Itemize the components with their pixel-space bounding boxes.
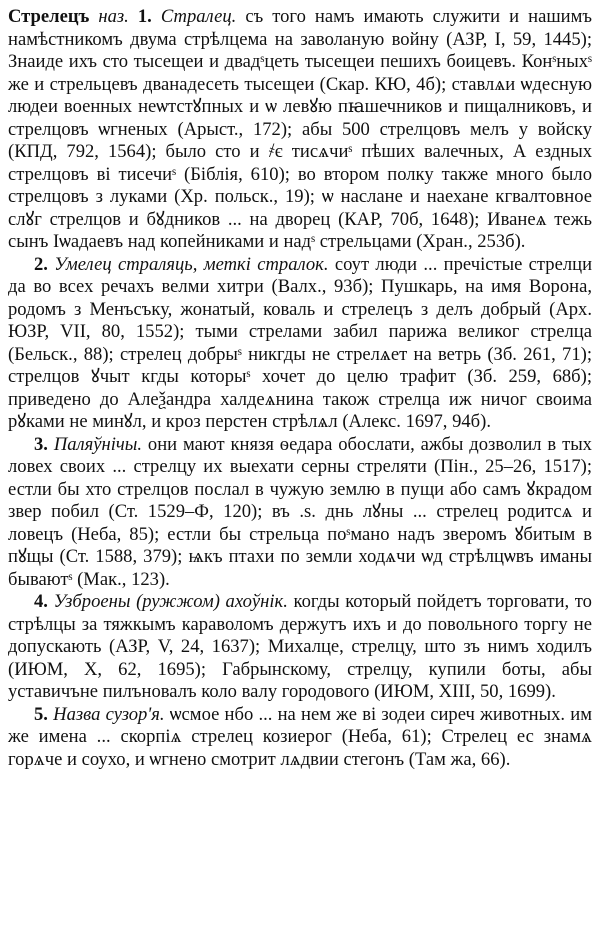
sense-gloss: Умелец страляць, меткі стралок. [54, 253, 329, 275]
sense-gloss: Паляўнічы. [53, 433, 143, 455]
sense-gloss: Назва сузор'я. [53, 703, 165, 725]
sense-1 [8, 6, 592, 254]
sense-text: когды который пойдетъ торговати, то стрѣлцы за тяжкымъ караволомъ держутъ ихъ и до повольного торгу не допускають (АЗР, V, 24, 1637); Михалце, стрелцу, што зъ нимъ ходилъ (ИЮМ, X, 62, 1695); Габрынскому, стрелцу, купили боты, абы уставичъне пилъновалъ коло валу городового (ИЮМ, XIII, 50, 1699). [8, 591, 592, 702]
sense-number: 3. [34, 433, 48, 455]
sense-text: съ того намъ имають служити и нашимъ намѣстникомъ двума стрѣлцема на заволаную войну (АЗР, I, 59, 1445); Знаиде ихъ сто тысещеи и двадˢцеть тысещеи пешихъ боицевъ. Конˢныхˢ же и стрельцевъ дванадесеть тысещеи (Скар. КЮ, 4б); ставлѧи ѡдесную людеи военных неѡтстꙋпных и ѡ левꙋю пꙗшечников и пищалниковъ, и стрелцовъ ѡгненых (Арыст., 172); абы 500 стрелцовъ мелъ у войску (КПД, 792, 1564); было сто и ҂є тисѧчиˢ пѣших валечных, А ездных стрелцовъ ві тисечиˢ (Біблія, 610); во втором полку также много было стрелцовъ з луками (Хр. польск., 19); ѡ наслане и наехане кгвалтовное слꙋг стрелцов и бꙋдников ... на дворец (КАР, 70б, 1648); Иванеѧ тежь сынъ Іѡадаевъ над копейниками и надˢ стрельцами (Хран., 253б). [8, 6, 592, 252]
sense-number: 1. [137, 6, 152, 27]
sense-number: 5. [34, 703, 48, 725]
sense-text: ѡсмое нбо ... на нем же ві зодеи сиреч животных. им же имена ... скорпіѧ стрелец козиерог (Неба, 61); Стрелец ес знамѧ горѧче и соухо, и ѡгнено смотрит лѧдвии стегонъ (Там жа, 66). [8, 703, 592, 770]
sense-text: они мают князя ѳедара обослати, ажбы дозволил в тых ловех своих ... стрелцу их выехати серны стреляти (Пін., 25–26, 1517); естли бы хто стрелцов послал в чужую землю в пущи або самъ ꙋкрадом звер побил (Ст. 1529–Ф, 120); въ .ѕ. днь лꙋны ... стрелец родитсѧ и ловецъ (Неба, 85); естли бы стрельца поˢмано надъ зверомъ ꙋбитым в пꙋщы (Ст. 1588, 379); ѩкъ птахи по земли ходѧчи ѡд стрѣлцѡвъ иманы бываютˢ (Мак., 123). [8, 433, 592, 590]
part-of-speech: наз. [98, 6, 129, 27]
sense-4 [8, 591, 592, 704]
headword: Стрелецъ [8, 6, 90, 27]
sense-5 [8, 704, 592, 772]
sense-3 [8, 434, 592, 592]
sense-2 [8, 254, 592, 434]
sense-gloss: Стралец. [160, 6, 237, 27]
sense-text: соут люди ... пречістые стрелци да во всех речахъ велми хитри (Валх., 93б); Пушкарь, на имя Ворона, родомъ з Менъсъку, жонатый, коваль и стрелецъ з делъ добрый (Арх. ЮЗР, VII, 80, 1552); тыми стрелами забил парижа великог стрелца (Бельск., 88); стрелец добрыˢ никгды не стрелѧет на ветрь (Зб. 261, 71); стрелцов ꙋчыт кгды которыˢ хочет до целю трафит (Зб. 259, 68б); приведено до Алеѯандра халдеѧнина також стрелца иж ничог своима рꙋками не минꙋл, и кроз перстен стрѣлѧл (Алекс. 1697, 94б). [8, 253, 593, 432]
sense-gloss: Узброены (ружжом) ахоўнік. [53, 591, 288, 612]
sense-number: 4. [34, 591, 48, 612]
sense-number: 2. [34, 253, 48, 275]
